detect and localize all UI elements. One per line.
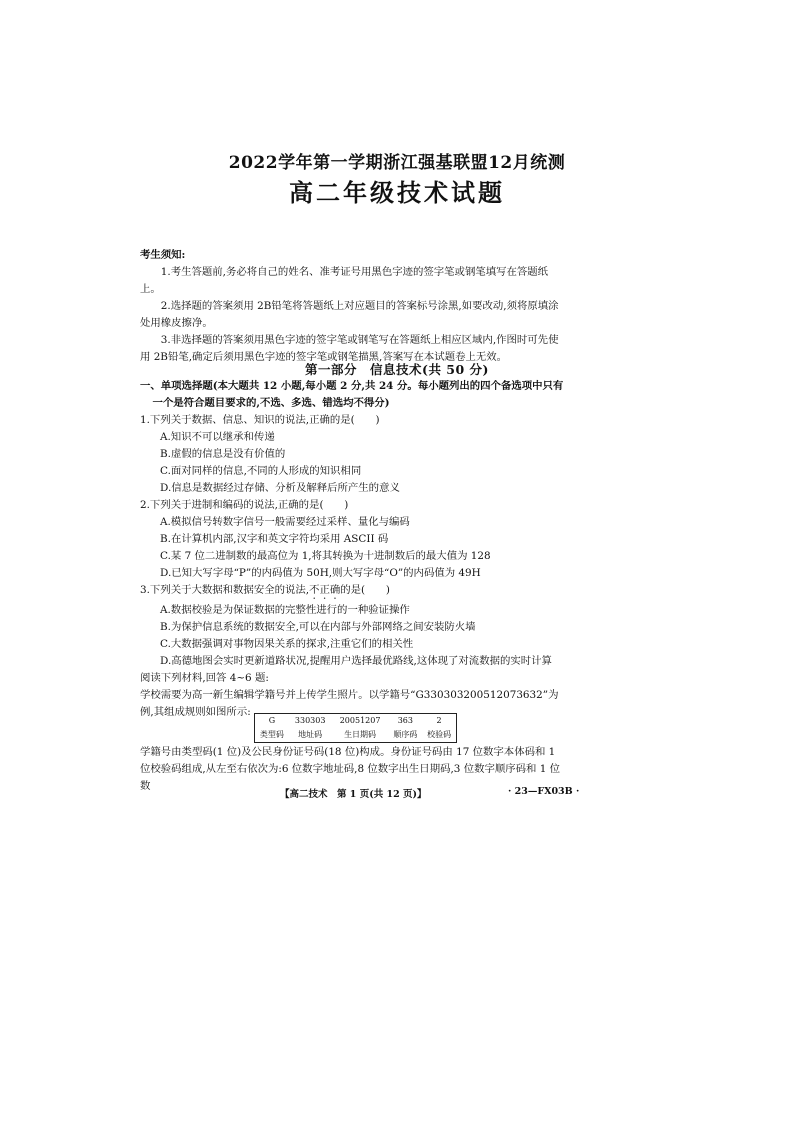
table-cell: 20051207 bbox=[339, 716, 381, 725]
question-option: D.高德地图会实时更新道路状况,提醒用户选择最优路线,这体现了对流数据的实时计算 bbox=[160, 655, 552, 667]
notice-block bbox=[140, 247, 568, 366]
table-cell: G bbox=[268, 716, 276, 725]
question-option: D.信息是数据经过存储、分析及解释后所产生的意义 bbox=[160, 482, 400, 494]
question-option: A.数据校验是为保证数据的完整性进行的一种验证操作 bbox=[160, 604, 410, 616]
table-cell: 生日期码 bbox=[344, 730, 377, 739]
question-option: D.已知大写字母“P”的内码值为 50H,则大写字母“O”的内码值为 49H bbox=[160, 567, 481, 579]
table-cell: 363 bbox=[397, 716, 413, 725]
material-text: 学校需要为高一新生编辑学籍号并上传学生照片。以学籍号“G33030320051207363​2”为例,其组成规则如图所示: bbox=[140, 689, 559, 718]
exam-code: · 23—FX03B · bbox=[508, 786, 580, 797]
question-stem: 2.下列关于进制和编码的说法,正确的是( ) bbox=[140, 499, 349, 511]
table-cell: 顺序码 bbox=[393, 730, 418, 739]
table-row bbox=[255, 714, 457, 729]
question-option: A.模拟信号转数字信号一般需要经过采样、量化与编码 bbox=[160, 516, 410, 528]
question-option: B.虚假的信息是没有价值的 bbox=[160, 448, 286, 460]
questions-block bbox=[140, 378, 568, 721]
notice-item: 3.非选择题的答案须用黑色字迹的签字笔或钢笔写在答题纸上相应区域内,作图时可先使用 2B铅笔,确定后须用黑色字迹的签字笔或钢笔描黑,答案写在本试题卷上无效。 bbox=[140, 334, 559, 363]
exam-subtitle: 高二年级技术试题 bbox=[289, 178, 505, 207]
emphasized-word: 不正确 bbox=[309, 584, 341, 596]
student-id-structure-table bbox=[254, 713, 457, 743]
question-option: B.在计算机内部,汉字和英文字符均采用 ASCII 码 bbox=[160, 533, 389, 545]
question-option: C.面对同样的信息,不同的人形成的知识相同 bbox=[160, 465, 362, 477]
table-cell: 校验码 bbox=[427, 730, 452, 739]
section-instructions: 一、单项选择题(本大题共 12 小题,每小题 2 分,共 24 分。每小题列出的四个备选项中只有一个是符合题目要求的,不选、多选、错选均不得分) bbox=[140, 380, 564, 409]
question-stem: 1.下列关于数据、信息、知识的说法,正确的是( ) bbox=[140, 414, 380, 426]
table-cell: 类型码 bbox=[259, 730, 284, 739]
table-cell: 330303 bbox=[294, 716, 326, 725]
exam-title: 2022学年第一学期浙江强基联盟12月统测 bbox=[228, 153, 566, 173]
material-intro: 阅读下列材料,回答 4~6 题: bbox=[140, 672, 269, 684]
notice-item: 2.选择题的答案须用 2B铅笔将答题纸上对应题目的答案标号涂黑,如要改动,须将原填涂处用橡皮擦净。 bbox=[140, 300, 559, 329]
question-option: C.某 7 位二进制数的最高位为 1,将其转换为十进制数后的最大值为 128 bbox=[160, 550, 491, 562]
material-text: 学籍号由类型码(1 位)及公民身份证号码(18 位)构成。身份证号码由 17 位数字本体码和 1 位校验码组成,从左至右依次为:6 位数字地址码,8 位数字出生日期码,3 位数字顺序码和 1 位数 bbox=[140, 746, 561, 792]
section-title: 第一部分 信息技术(共 50 分) bbox=[305, 362, 489, 377]
table-cell: 地址码 bbox=[298, 730, 323, 739]
notice-item: 1.考生答题前,务必将自己的姓名、准考证号用黑色字迹的签字笔或钢笔填写在答题纸上。 bbox=[140, 266, 549, 295]
question-stem bbox=[140, 582, 568, 602]
question-option: C.大数据强调对事物因果关系的探求,注重它们的相关性 bbox=[160, 638, 414, 650]
question-option: A.知识不可以继承和传递 bbox=[160, 431, 275, 443]
stem-text: 3.下列关于大数据和数据安全的说法, bbox=[140, 584, 310, 596]
table-row bbox=[255, 728, 457, 743]
page-number: 【高二技术 第 1 页(共 12 页)】 bbox=[280, 789, 427, 800]
stem-text: 的是( ) bbox=[340, 584, 390, 596]
table-cell: 2 bbox=[436, 716, 442, 725]
question-option: B.为保护信息系统的数据安全,可以在内部与外部网络之间安装防火墙 bbox=[160, 621, 476, 633]
notice-heading: 考生须知: bbox=[140, 249, 186, 261]
